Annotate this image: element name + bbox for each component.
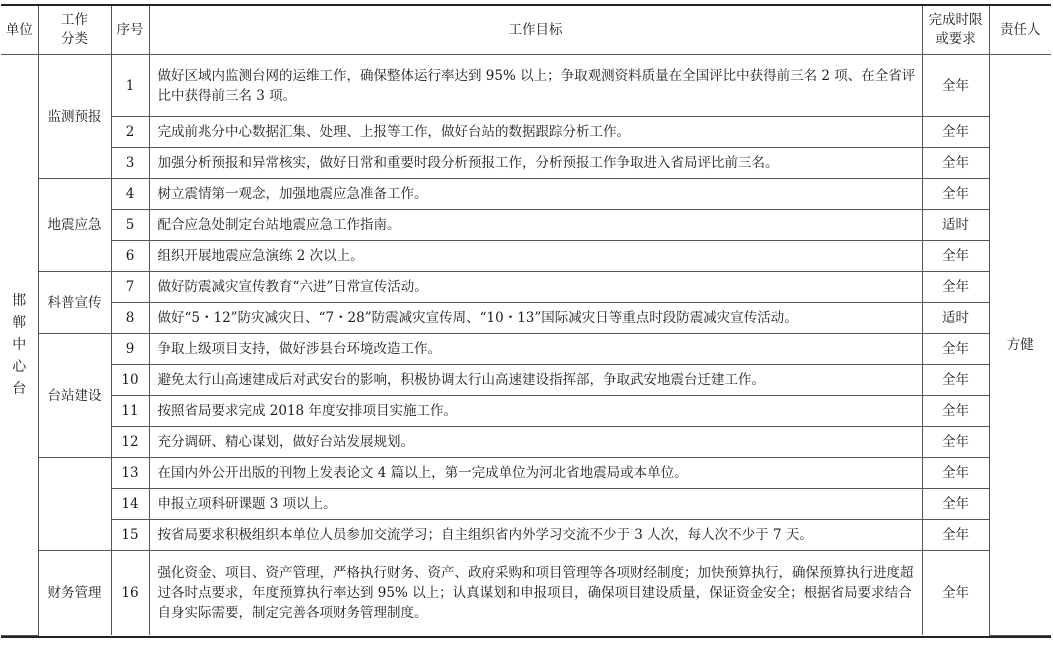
table-row xyxy=(1,179,1051,210)
deadline-cell: 全年 xyxy=(922,489,989,520)
goal-cell: 完成前兆分中心数据汇集、处理、上报等工作，做好台站的数据跟踪分析工作。 xyxy=(149,117,922,148)
seq-cell: 11 xyxy=(111,396,149,427)
goal-cell: 做好“5・12”防灾减灾日、“7・28”防震减灾宣传周、“10・13”国际减灾日等重点时段防震减灾宣传活动。 xyxy=(149,303,922,334)
seq-cell: 9 xyxy=(111,334,149,365)
goal-cell: 争取上级项目支持，做好涉县台环境改造工作。 xyxy=(149,334,922,365)
table-row xyxy=(1,396,1051,427)
table-row xyxy=(1,365,1051,396)
deadline-cell: 全年 xyxy=(922,334,989,365)
table-row xyxy=(1,55,1051,117)
category-cell: 台站建设 xyxy=(38,334,111,458)
seq-cell: 8 xyxy=(111,303,149,334)
table-row xyxy=(1,272,1051,303)
deadline-cell: 全年 xyxy=(922,117,989,148)
table-row xyxy=(1,241,1051,272)
table-row xyxy=(1,489,1051,520)
header-category: 工作分类 xyxy=(38,6,111,55)
category-cell: 地震应急 xyxy=(38,179,111,272)
work-goals-table xyxy=(1,6,1051,636)
goal-cell: 加强分析预报和异常核实，做好日常和重要时段分析预报工作，分析预报工作争取进入省局评比前三名。 xyxy=(149,148,922,179)
deadline-cell: 全年 xyxy=(922,179,989,210)
goal-cell: 做好区域内监测台网的运维工作，确保整体运行率达到 95% 以上；争取观测资料质量在全国评比中获得前三名 2 项、在全省评比中获得前三名 3 项。 xyxy=(149,55,922,117)
table-row xyxy=(1,210,1051,241)
seq-cell: 1 xyxy=(111,55,149,117)
deadline-cell: 全年 xyxy=(922,458,989,489)
seq-cell: 14 xyxy=(111,489,149,520)
deadline-cell: 全年 xyxy=(922,241,989,272)
header-row xyxy=(1,6,1051,55)
goal-cell: 避免太行山高速建成后对武安台的影响，积极协调太行山高速建设指挥部，争取武安地震台迁建工作。 xyxy=(149,365,922,396)
goal-cell: 按省局要求积极组织本单位人员参加交流学习；自主组织省内外学习交流不少于 3 人次，每人次不少于 7 天。 xyxy=(149,520,922,551)
deadline-cell: 全年 xyxy=(922,427,989,458)
seq-cell: 4 xyxy=(111,179,149,210)
goal-cell: 树立震情第一观念，加强地震应急准备工作。 xyxy=(149,179,922,210)
table-row xyxy=(1,334,1051,365)
seq-cell: 2 xyxy=(111,117,149,148)
goal-cell: 配合应急处制定台站地震应急工作指南。 xyxy=(149,210,922,241)
category-cell xyxy=(38,458,111,551)
header-goal: 工作目标 xyxy=(149,6,922,55)
goal-cell: 做好防震减灾宣传教育“六进”日常宣传活动。 xyxy=(149,272,922,303)
goal-cell: 申报立项科研课题 3 项以上。 xyxy=(149,489,922,520)
category-cell: 财务管理 xyxy=(38,551,111,636)
seq-cell: 3 xyxy=(111,148,149,179)
header-unit: 单位 xyxy=(1,6,38,55)
goal-cell: 组织开展地震应急演练 2 次以上。 xyxy=(149,241,922,272)
deadline-cell: 全年 xyxy=(922,148,989,179)
seq-cell: 7 xyxy=(111,272,149,303)
seq-cell: 10 xyxy=(111,365,149,396)
table-row xyxy=(1,148,1051,179)
deadline-cell: 全年 xyxy=(922,396,989,427)
seq-cell: 6 xyxy=(111,241,149,272)
seq-cell: 13 xyxy=(111,458,149,489)
table-row xyxy=(1,427,1051,458)
owner-cell: 方健 xyxy=(989,55,1051,636)
header-seq: 序号 xyxy=(111,6,149,55)
header-owner: 责任人 xyxy=(989,6,1051,55)
deadline-cell: 全年 xyxy=(922,520,989,551)
header-deadline: 完成时限或要求 xyxy=(922,6,989,55)
deadline-cell: 全年 xyxy=(922,551,989,636)
deadline-cell: 全年 xyxy=(922,55,989,117)
seq-cell: 5 xyxy=(111,210,149,241)
table-row xyxy=(1,303,1051,334)
goal-cell: 强化资金、项目、资产管理，严格执行财务、资产、政府采购和项目管理等各项财经制度；加快预算执行，确保预算执行进度超过各时点要求，年度预算执行率达到 95% 以上；认真谋划和申报项目，确保项目建设质量，保证资金安全；根据省局要求结合自身实际需要，制定完善各项财务管理制度。 xyxy=(149,551,922,636)
table-row xyxy=(1,458,1051,489)
goal-cell: 充分调研、精心谋划，做好台站发展规划。 xyxy=(149,427,922,458)
deadline-cell: 适时 xyxy=(922,210,989,241)
work-goals-table-container xyxy=(1,4,1051,638)
goal-cell: 在国内外公开出版的刊物上发表论文 4 篇以上，第一完成单位为河北省地震局或本单位。 xyxy=(149,458,922,489)
deadline-cell: 全年 xyxy=(922,365,989,396)
category-cell: 监测预报 xyxy=(38,55,111,179)
seq-cell: 16 xyxy=(111,551,149,636)
table-row xyxy=(1,551,1051,636)
unit-cell: 邯郸中心台 xyxy=(1,55,38,636)
deadline-cell: 全年 xyxy=(922,272,989,303)
deadline-cell: 适时 xyxy=(922,303,989,334)
goal-cell: 按照省局要求完成 2018 年度安排项目实施工作。 xyxy=(149,396,922,427)
table-row xyxy=(1,520,1051,551)
category-cell: 科普宣传 xyxy=(38,272,111,334)
table-row xyxy=(1,117,1051,148)
seq-cell: 15 xyxy=(111,520,149,551)
seq-cell: 12 xyxy=(111,427,149,458)
